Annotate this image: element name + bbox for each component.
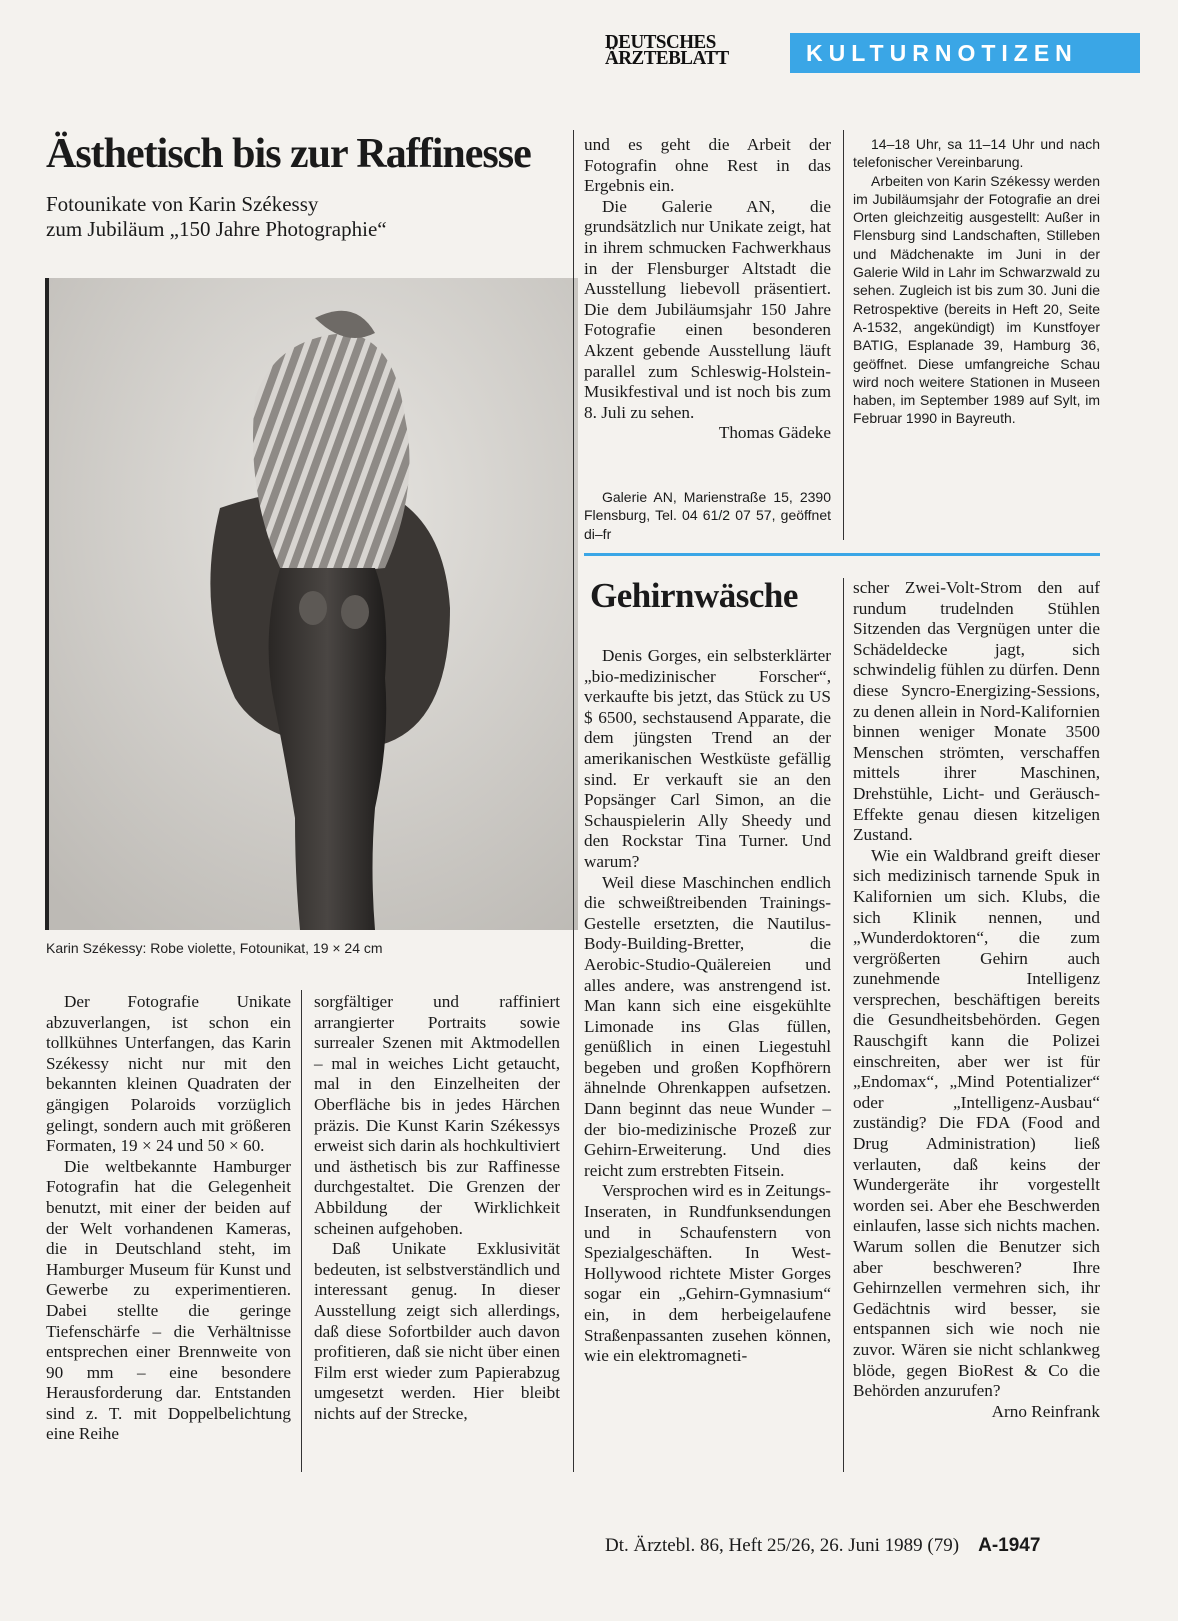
article2-column-1 [584, 646, 831, 1367]
author-signature: Arno Reinfrank [991, 1401, 1100, 1421]
paragraph: sorgfältiger und raffiniert arrangierter Portraits sowie surrealer Szenen mit Aktmodellen – mal in weiches Licht getaucht, mal in den Einzelheiten der Oberfläche bis in jedes Härchen präzis. Die Kunst Karin Székessys erweist sich darin als hochkultiviert und ästhetisch bis zur Raffinesse durchgestaltet. Die Grenzen der Abbildung der Wirklichkeit scheinen aufgehoben. [314, 992, 560, 1238]
column-divider [843, 130, 844, 540]
paragraph: Arbeiten von Karin Székessy werden im Jubiläumsjahr der Fotografie an drei Orten gleichzeitig ausgestellt: Außer in Flensburg sind Landschaften, Stilleben und Mädchenakte im Juni in der Galerie Wild in Lahr im Schwarzwald zu sehen. Zugleich ist bis zum 30. Juni die Retrospektive (bereits in Heft 20, Seite A-1532, angekündigt) im Kunstfoyer BATIG, Esplanade 39, Hamburg 36, geöffnet. Diese umfangreiche Schau wird noch weitere Stationen in Museen haben, im September 1989 auf Sylt, im Februar 1990 in Bayreuth. [853, 172, 1100, 427]
article1-column-2 [314, 992, 560, 1424]
logo-line2: ÄRZTEBLATT [605, 47, 729, 69]
paragraph: scher Zwei-Volt-Strom den auf rundum trudelnden Stühlen Sitzenden das Vergnügen unter die Schädeldecke jagt, sich schwindelig fühlen zu dürfen. Denn diese Syncro-Energizing-Sessions, zu denen allein in Nord-Kalifornien binnen weniger Monate 3500 Menschen strömten, verschaffen mittels ihrer Maschinen, Drehstühle, Licht- und Geräusch-Effekte genau diesen kitzeligen Zustand. [853, 578, 1100, 845]
column-divider [573, 130, 574, 1472]
section-label: KULTURNOTIZEN [790, 33, 1140, 73]
article2-headline: Gehirnwäsche [590, 576, 798, 615]
article-photo [45, 278, 578, 930]
photo-caption: Karin Székessy: Robe violette, Fotounikat, 19 × 24 cm [46, 940, 383, 956]
subhead-line2: zum Jubiläum „150 Jahre Photographie“ [46, 217, 387, 241]
paragraph: 14–18 Uhr, sa 11–14 Uhr und nach telefonischer Vereinbarung. [853, 136, 1100, 171]
paragraph: Weil diese Maschinchen endlich die schweißtreibenden Trainings-Gestelle ersetzten, die Nautilus-Body-Building-Bretter, die Aerobic-Studio-Quälereien und alles andere, was anstrengend ist. Man kann sich eine eisgekühlte Limonade ins Glas füllen, genüßlich in einen Liegestuhl begeben und großen Kopfhörern ähnelnde Ohrenkappen aufsetzen. Dann beginnt das neue Wunder – der bio-medizinische Prozeß zur Gehirn-Erweiterung. Und dies reicht zum erstrebten Fitsein. [584, 872, 831, 1180]
page-number: A-1947 [978, 1535, 1041, 1556]
section-divider [584, 553, 1100, 556]
photo-figure-image [45, 278, 578, 930]
article1-column-1 [46, 992, 291, 1445]
info-text: Galerie AN, Marienstraße 15, 2390 Flensburg, Tel. 04 61/2 07 57, geöffnet di–fr [584, 489, 831, 542]
paragraph: Wie ein Waldbrand greift dieser sich medizinisch tarnende Spuk in Kalifornien um sich. Klubs, die sich Klinik nennen, und „Wunderdoktoren“, die zum vergrößerten Gehirn auch zunehmende Intelligenz versprechen, beschäftigen bereits die Gesundheitsbehörden. Gegen Rauschgift kann die Polizei einschreiten, aber wer ist für „Endomax“, „Mind Potentializer“ oder „Intelligenz-Ausbau“ zuständig? Die FDA (Food and Drug Administration) ließ verlauten, daß keins der Wundergeräte ihr vorgestellt worden sei. Aber ehe Beschwerden einlaufen, lasse sich nichts machen. Warum sollen die Benutzer sich aber beschweren? Ihre Gehirnzellen vermehren sich, ihr Gedächtnis wird besser, sie entspannen sich wie noch nie zuvor. Wären sie nicht schlankweg blöde, gegen BioRest & Co die Behörden anzurufen? [853, 845, 1100, 1401]
article1-headline: Ästhetisch bis zur Raffinesse [46, 131, 531, 177]
paragraph: Die Galerie AN, die grundsätzlich nur Unikate zeigt, hat in ihrem schmucken Fachwerkhaus in der Flensburger Altstadt die Ausstellung liebevoll präsentiert. Die dem Jubiläumsjahr 150 Jahre Fotografie einen besonderen Akzent gebende Ausstellung läuft parallel zum Schleswig-Holstein-Musikfestival und ist noch bis zum 8. Juli zu sehen. [584, 196, 831, 422]
page-footer [605, 1535, 1145, 1557]
paragraph: und es geht die Arbeit der Fotografin ohne Rest in das Ergebnis ein. [584, 135, 831, 196]
footer-citation: Dt. Ärztebl. 86, Heft 25/26, 26. Juni 1989 (79) [605, 1535, 960, 1556]
logo-line1: DEUTSCHES [605, 31, 716, 53]
article2-column-2 [853, 578, 1100, 1422]
gallery-info [584, 488, 831, 543]
author-signature: Thomas Gädeke [718, 423, 831, 443]
paragraph: Der Fotografie Unikate abzuverlangen, ist schon ein tollkühnes Unterfangen, das Karin Székessy nicht nur mit den bekannten kleinen Quadraten der gängigen Polaroids vorzüglich gelingt, sondern auch mit größeren Formaten, 19 × 24 und 50 × 60. [46, 992, 291, 1156]
article1-column-3 [584, 135, 831, 444]
column-divider [843, 578, 844, 1472]
paragraph: Die weltbekannte Hamburger Fotografin hat die Gelegenheit benutzt, mit einer der beiden auf der Welt vorhandenen Kameras, die in Deutschland steht, im Hamburger Museum für Kunst und Gewerbe zu experimentieren. Dabei stellte die geringe Tiefenschärfe – die Verhältnisse entsprechen einer Brennweite von 90 mm – eine besondere Herausforderung dar. Entstanden sind z. T. mit Doppelbelichtung eine Reihe [46, 1156, 291, 1444]
paragraph: Daß Unikate Exklusivität bedeuten, ist selbstverständlich und interessant genug. In dieser Ausstellung zeigt sich allerdings, daß diese Sofortbilder auch davon profitieren, daß sie nicht über einen Film erst wieder zum Papierabzug umgesetzt werden. Hier bleibt nichts auf der Strecke, [314, 1239, 560, 1423]
paragraph: Denis Gorges, ein selbsterklärter „bio-medizinischer Forscher“, verkaufte bis jetzt, das Stück zu US $ 6500, sechstausend Apparate, die dem jüngsten Trend an der amerikanischen Westküste gefällig sind. Er verkauft sie an den Popsänger Carl Simon, an die Schauspielerin Ally Sheedy und den Rockstar Tina Turner. Und warum? [584, 646, 831, 871]
column-divider [301, 990, 302, 1472]
paragraph: Versprochen wird es in Zeitungs-Inseraten, in Rundfunksendungen und in Schaufenstern von Spezialgeschäften. In West-Hollywood richtete Mister Gorges sogar ein „Gehirn-Gymnasium“ ein, in dem herbeigelaufene Straßenpassanten zusehen können, wie ein elektromagneti- [584, 1181, 831, 1366]
logo [605, 31, 757, 69]
article1-subhead [46, 192, 566, 242]
article1-column-4 [853, 135, 1100, 428]
subhead-line1: Fotounikate von Karin Székessy [46, 192, 319, 216]
